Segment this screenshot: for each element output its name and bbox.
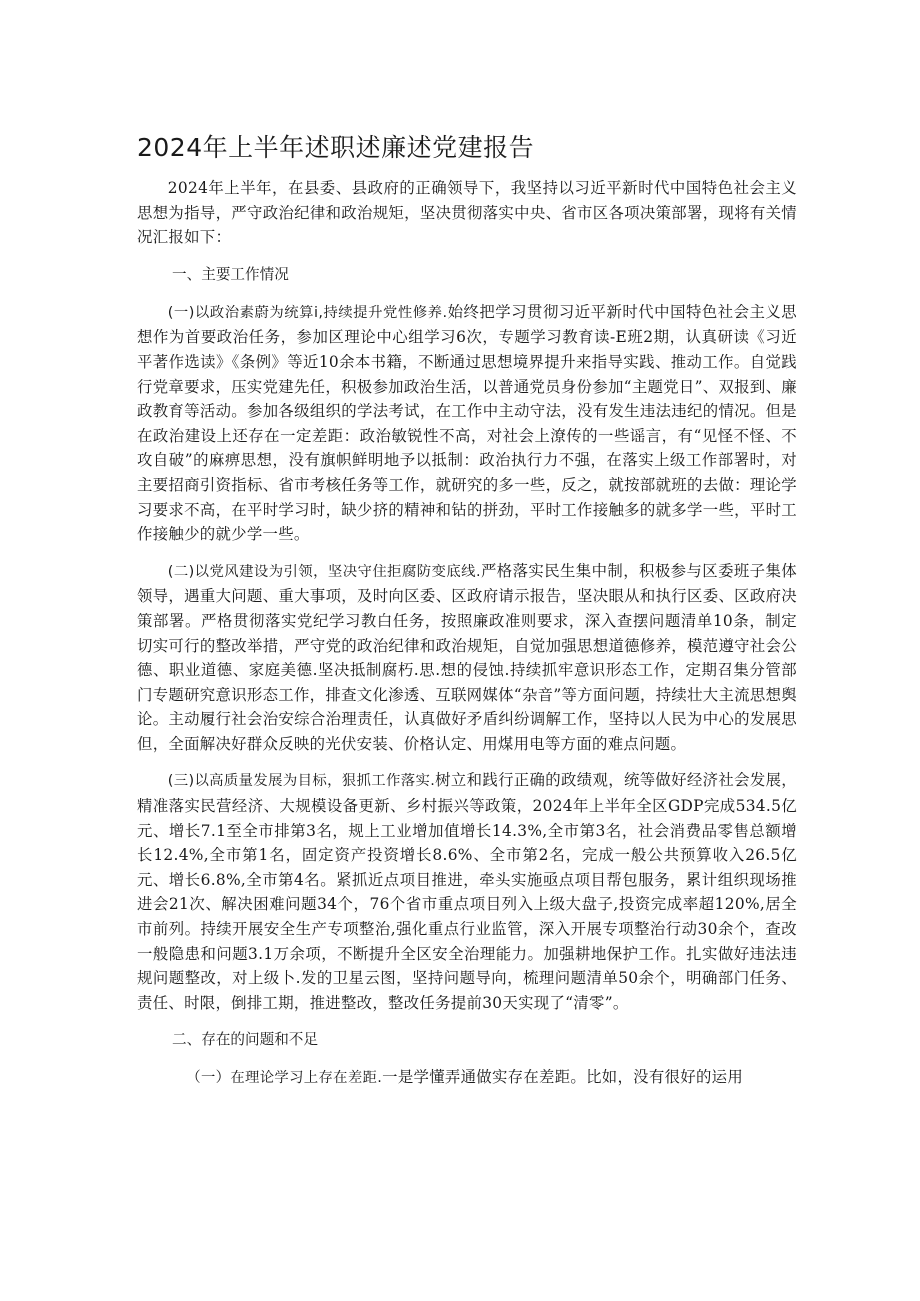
item-body: 始终把学习贯彻习近平新时代中国特色社会主义思想作为首要政治任务，参加区理论中心组学习6次，专题学习教育读-E班2期，认真研读《习近平著作选读》《条例》等近10余本书籍，不断通过思想境界提升来指导实践、推动工作。自觉践行党章要求，压实党建先任，积极参加政治生活，以普通党员身份参加“主题党日”、双报到、廉政教育等活动。参加各级组织的学法考试，在工作中主动守法，没有发生违法违纪的情况。但是在政治建设上还存在一定差距：政治敏锐性不高，对社会上潦传的一些谣言，有“见怪不怪、不攻自破”的麻痹思想，没有旗帜鲜明地予以抵制：政治执行力不强，在落实上级工作部署时，对主要招商引资指标、省市考核任务等工作，就研究的多一些，反之，就按部就班的去做：理论学习要求不高，在平时学习时，缺少挤的精神和钻的拼劲，平时工作接触多的就多学一些，平时工作接触少的就少学一些。 <box>137 302 797 544</box>
problem-item-theory <box>137 1065 797 1091</box>
item-body: 一是学懂弄通做实存在差距。比如，没有很好的运用 <box>382 1068 744 1087</box>
work-item-development <box>137 768 797 1015</box>
item-lead: (三)以高质量发展为目标，狠抓工作落实. <box>167 773 436 790</box>
intro-paragraph: 2024年上半年，在县委、县政府的正确领导下，我坚持以习近平新时代中国特色社会主义思想为指导，严守政治纪律和政治规矩，坚决贯彻落实中央、省市区各项决策部署，现将有关情况汇报如下： <box>137 179 797 247</box>
item-lead: (二)以党风建设为引领，坚决守住拒腐防变底线. <box>167 563 481 580</box>
section-heading-main-work: 一、主要工作情况 <box>172 265 289 283</box>
section-heading-problems: 二、存在的问题和不足 <box>172 1031 318 1049</box>
item-lead: (一)以政治素蔚为统算i,持续提升党性修养. <box>167 304 448 321</box>
document-body <box>137 176 797 1091</box>
page-title: 2024年上半年述职述廉述党建报告 <box>137 133 535 162</box>
work-item-political <box>137 300 797 547</box>
work-item-party-conduct <box>137 559 797 757</box>
item-body: 严格落实民生集中制，积极参与区委班子集体领导，遇重大问题、重大事项，及时向区委、区政府请示报告，坚决眼从和执行区委、区政府决策部署。严格贯彻落实党纪学习教白任务，按照廉政准则要求，深入查摆问题清单10条，制定切实可行的整改举措，严守党的政治纪律和政治规矩，自觉加强思想道德修养，模范遵守社会公德、职业道德、家庭美德.坚决抵制腐朽.思.想的侵蚀.持续抓牢意识形态工作，定期召集分管部门专题研究意识形态工作，排查文化渗透、互联网媒体“杂音”等方面问题，持续壮大主流思想舆论。主动履行社会治安综合治理责任，认真做好矛盾纠纷调解工作，坚持以人民为中心的发展思但，全面解决好群众反映的光伏安装、价格认定、用煤用电等方面的难点问题。 <box>137 561 797 753</box>
item-body: 树立和践行正确的政绩观，统等做好经济社会发展，精准落实民营经济、大规模设备更新、乡村振兴等政策，2024年上半年全区GDP完成534.5亿元、增长7.1至全市排第3名，规上工业增加值增长14.3%,全市第3名，社会消费品零售总额增长12.4%,全市第1名，固定资产投资增长8.6%、全市第2名，完成一般公共预算收入26.5亿元、增长6.8%,全市第4名。紧抓近点项目推进，牵头实施亟点项目帮包服务，累计组织现场推进会21次、解决困难问题34个，76个省市重点项目列入上级大盘子,投资完成率超120%,居全市前列。持续开展安全生产专项整治,强化重点行业监管，深入开展专项整治行动30余个，查改一般隐患和问题3.1万余项，不断提升全区安全治理能力。加强耕地保护工作。扎实做好违法违规问题整改，对上级卜.发的卫星云图，坚持问题导向，梳理问题清单50余个，明确部门任务、责任、时限，倒排工期，推进整改，整改任务提前30天实现了“清零”。 <box>137 771 797 1012</box>
item-lead: （一）在理论学习上存在差距. <box>186 1070 383 1087</box>
